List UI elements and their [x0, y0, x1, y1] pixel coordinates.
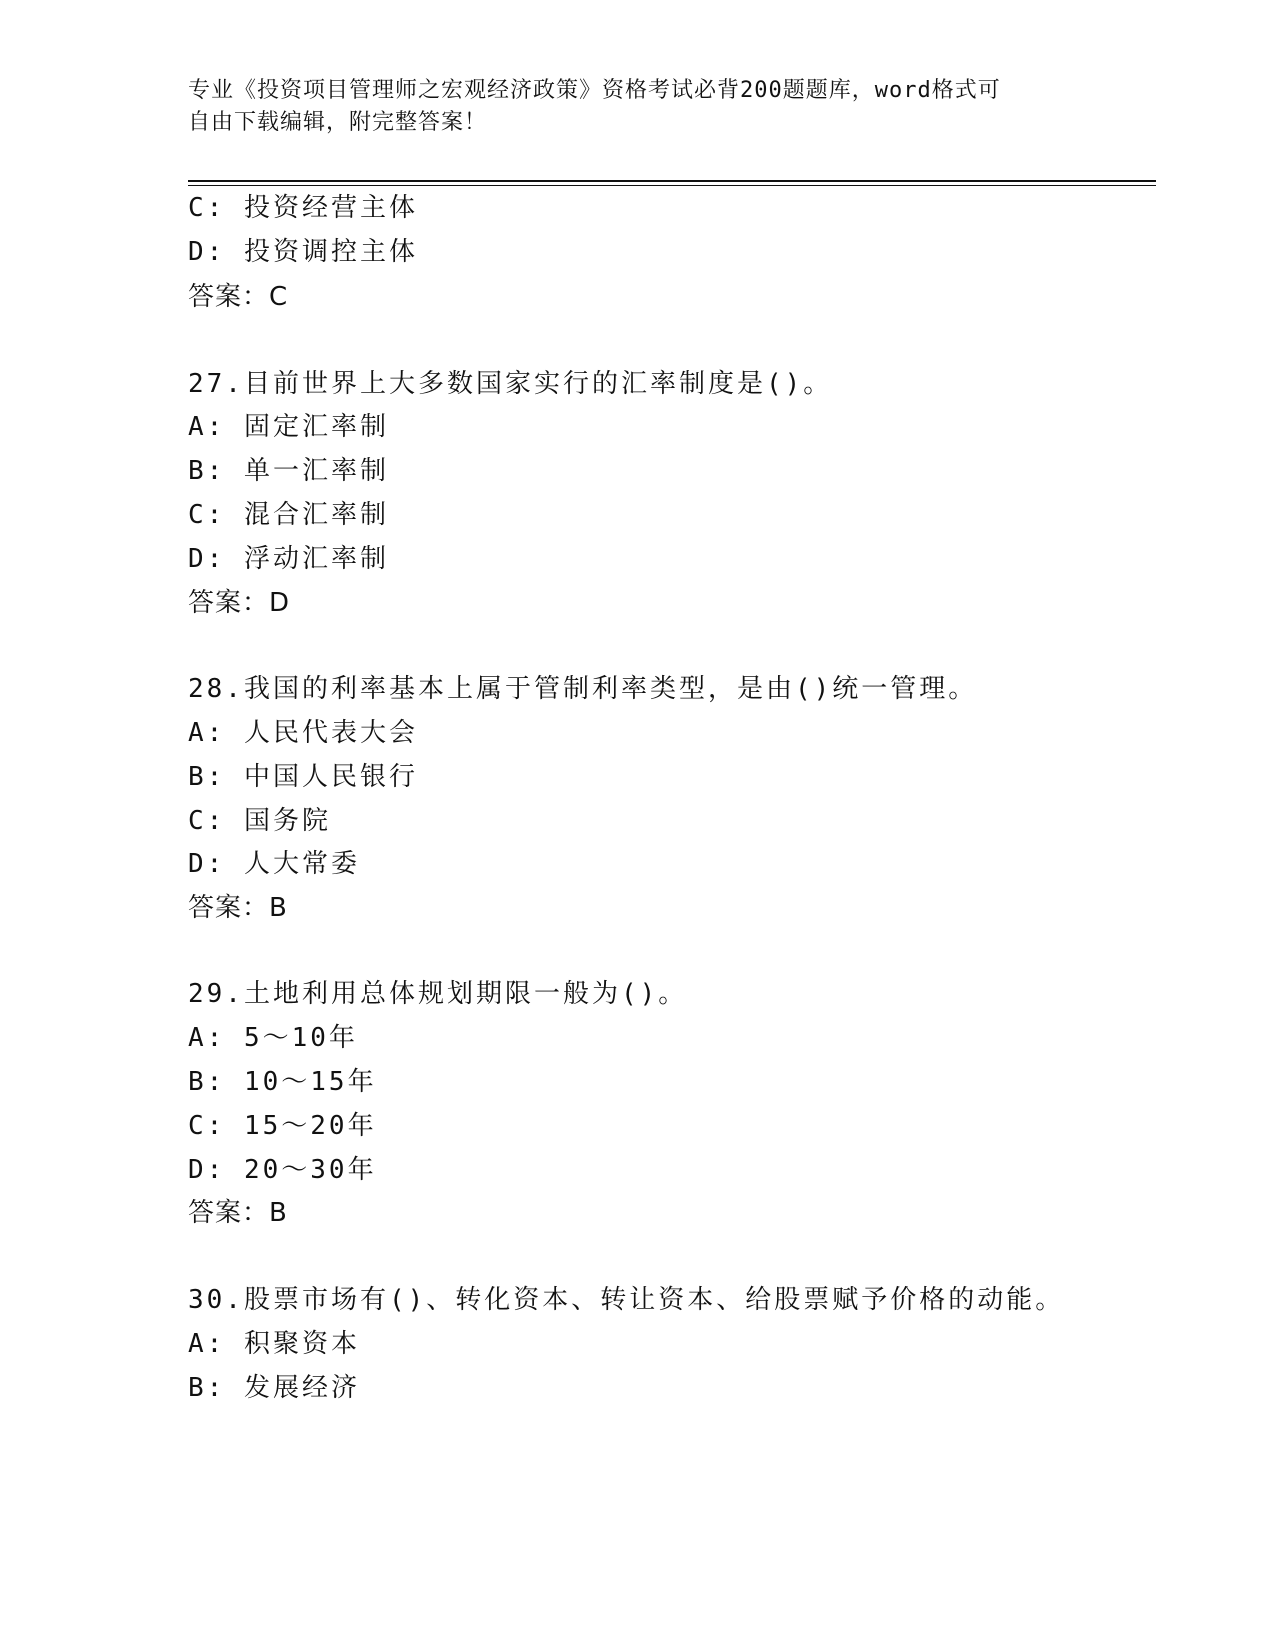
q27-option-c: C: 混合汇率制: [188, 500, 389, 530]
q26-option-c: C: 投资经营主体: [188, 193, 418, 223]
q27-answer: 答案：D: [188, 588, 291, 618]
q28-option-a: A: 人民代表大会: [188, 718, 418, 748]
document-header: [188, 75, 1088, 139]
q30-option-a: A: 积聚资本: [188, 1329, 360, 1359]
q27-option-b: B: 单一汇率制: [188, 456, 389, 486]
q27-option-d: D: 浮动汇率制: [188, 544, 389, 574]
q29-option-c: C: 15～20年: [188, 1111, 377, 1141]
header-line-2: 自由下载编辑，附完整答案！: [188, 110, 488, 135]
q26-option-d: D: 投资调控主体: [188, 237, 418, 267]
header-divider-thin: [188, 185, 1156, 186]
header-divider-thick: [188, 180, 1156, 182]
q29-option-b: B: 10～15年: [188, 1067, 377, 1097]
q28-option-d: D: 人大常委: [188, 849, 360, 879]
q27-option-a: A: 固定汇率制: [188, 412, 389, 442]
q29-question: 29.土地利用总体规划期限一般为()。: [188, 979, 688, 1009]
q30-question: 30.股票市场有()、转化资本、转让资本、给股票赋予价格的动能。: [188, 1285, 1065, 1315]
q26-answer: 答案：C: [188, 282, 289, 312]
q29-answer: 答案：B: [188, 1198, 288, 1228]
q28-option-b: B: 中国人民银行: [188, 762, 418, 792]
q28-question: 28.我国的利率基本上属于管制利率类型，是由()统一管理。: [188, 674, 978, 704]
q28-answer: 答案：B: [188, 893, 288, 923]
q29-option-a: A: 5～10年: [188, 1023, 358, 1053]
header-line-1: 专业《投资项目管理师之宏观经济政策》资格考试必背200题题库，word格式可: [188, 78, 1001, 103]
q27-question: 27.目前世界上大多数国家实行的汇率制度是()。: [188, 369, 833, 399]
q28-option-c: C: 国务院: [188, 806, 331, 836]
q30-option-b: B: 发展经济: [188, 1373, 360, 1403]
q29-option-d: D: 20～30年: [188, 1155, 377, 1185]
